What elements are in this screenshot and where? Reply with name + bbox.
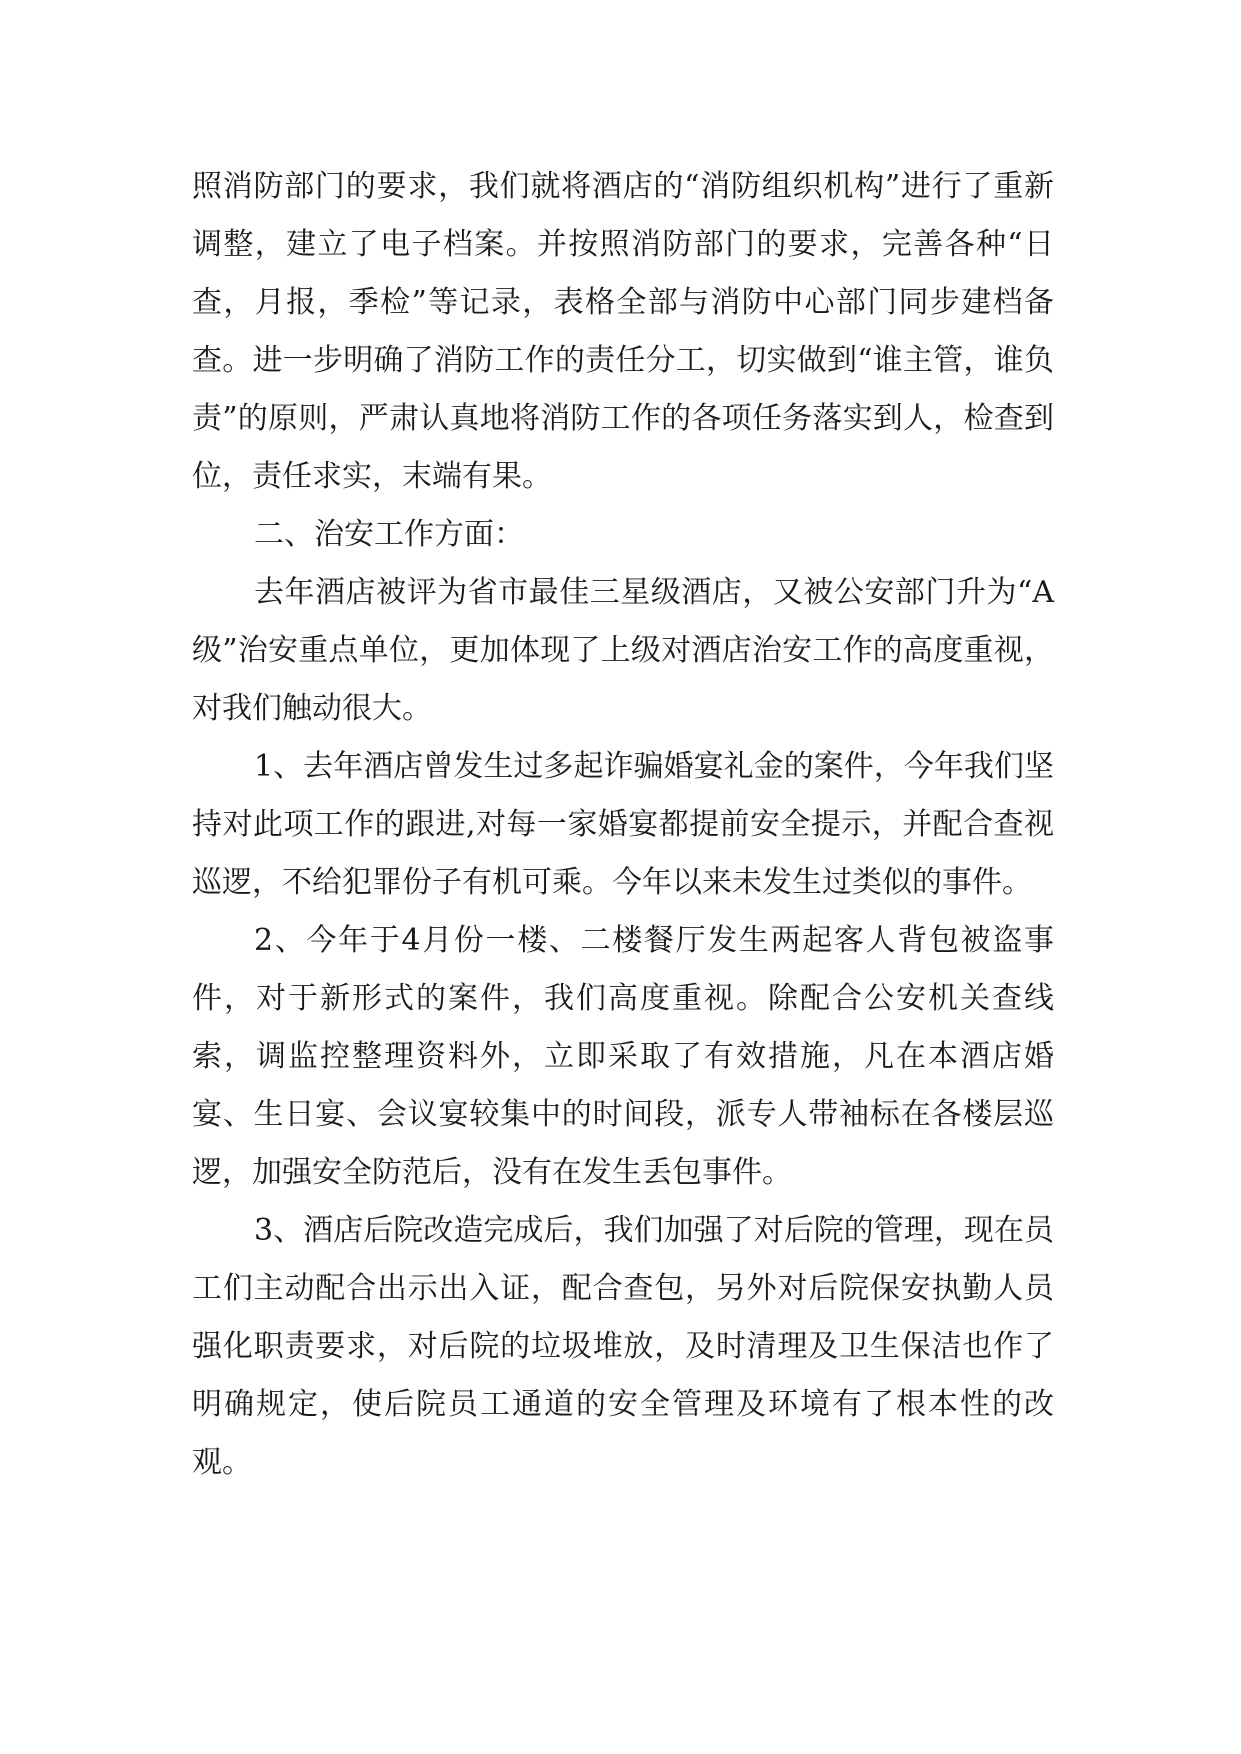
paragraph-fire-records: 照消防部门的要求，我们就将酒店的“消防组织机构”进行了重新调整，建立了电子档案。并按照消防部门的要求，完善各种“日查，月报，季检”等记录，表格全部与消防中心部门同步建档备查。进一步明确了消防工作的责任分工，切实做到“谁主管，谁负责”的原则，严肃认真地将消防工作的各项任务落实到人，检查到位，责任求实，末端有果。: [192, 169, 1054, 494]
paragraph-item-1: 1、去年酒店曾发生过多起诈骗婚宴礼金的案件，今年我们坚持对此项工作的跟进,对每一家婚宴都提前安全提示，并配合查视巡逻，不给犯罪份子有机可乘。今年以来未发生过类似的事件。: [192, 749, 1054, 900]
section-heading-security: 二、治安工作方面：: [254, 517, 524, 552]
paragraph-item-3: 3、酒店后院改造完成后，我们加强了对后院的管理，现在员工们主动配合出示出入证，配合查包，另外对后院保安执勤人员强化职责要求，对后院的垃圾堆放，及时清理及卫生保洁也作了明确规定，使后院员工通道的安全管理及环境有了根本性的改观。: [192, 1213, 1054, 1480]
document-body: [192, 158, 1054, 1492]
paragraph-item-2: 2、今年于4月份一楼、二楼餐厅发生两起客人背包被盗事件，对于新形式的案件，我们高度重视。除配合公安机关查线索，调监控整理资料外，立即采取了有效措施，凡在本酒店婚宴、生日宴、会议宴较集中的时间段，派专人带袖标在各楼层巡逻，加强安全防范后，没有在发生丢包事件。: [192, 923, 1054, 1190]
paragraph-security-intro: 去年酒店被评为省市最佳三星级酒店，又被公安部门升为“A级”治安重点单位，更加体现了上级对酒店治安工作的高度重视，对我们触动很大。: [192, 575, 1054, 726]
